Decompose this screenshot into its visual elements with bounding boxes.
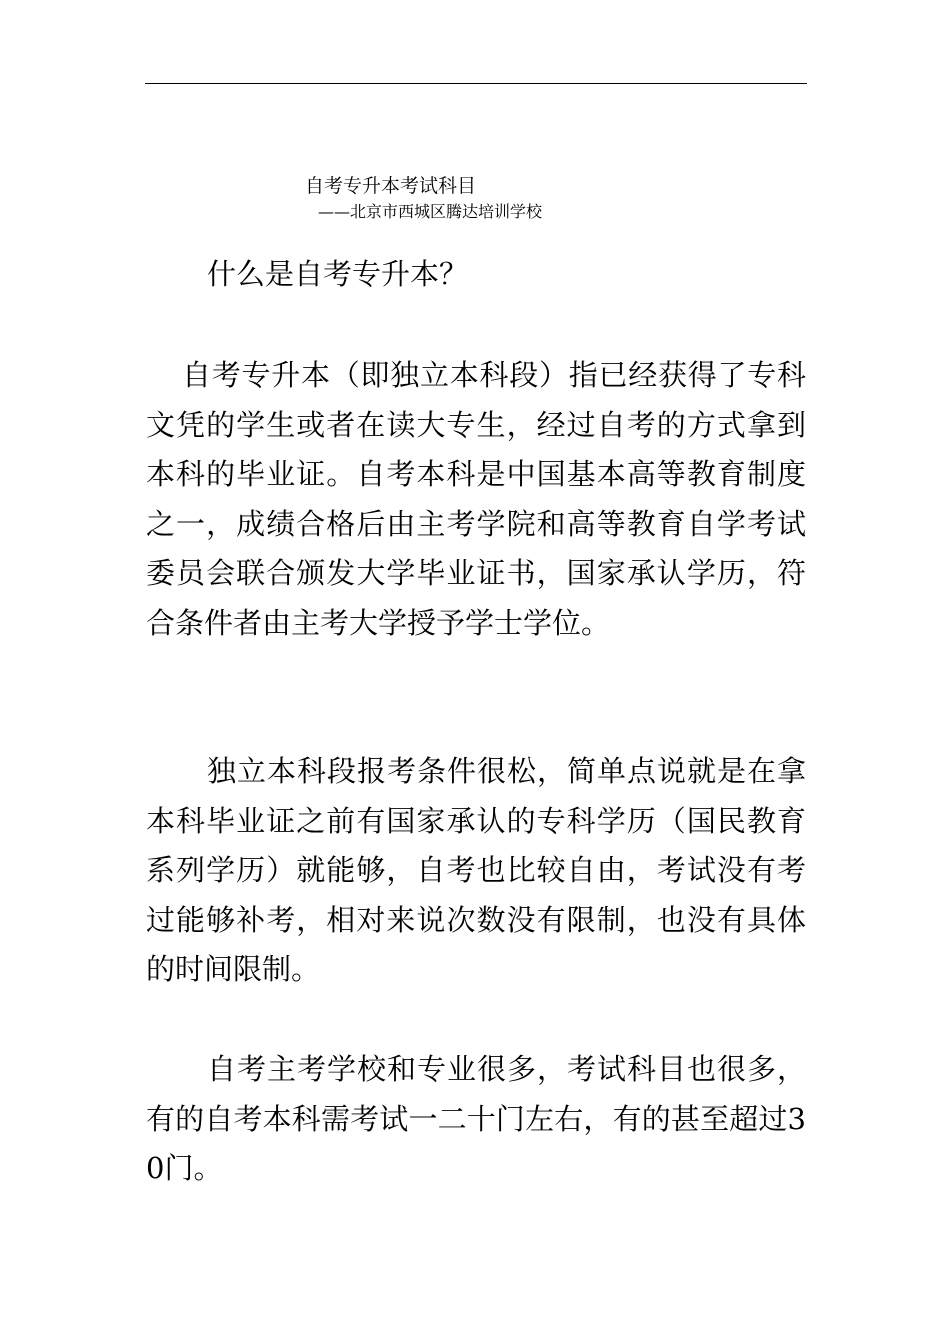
- section-question: 什么是自考专升本？: [207, 257, 469, 291]
- document-title: 自考专升本考试科目: [305, 175, 477, 197]
- header-rule: [145, 83, 807, 84]
- paragraph-subjects: 自考主考学校和专业很多，考试科目也很多，有的自考本科需考试一二十门左右，有的甚至超过30门。: [146, 1052, 806, 1185]
- paragraph-requirements: 独立本科段报考条件很松，简单点说就是在拿本科毕业证之前有国家承认的专科学历（国民教育系列学历）就能够，自考也比较自由，考试没有考过能够补考，相对来说次数没有限制，也没有具体的时间限制。: [146, 754, 806, 986]
- paragraph-definition: 自考专升本（即独立本科段）指已经获得了专科文凭的学生或者在读大专生，经过自考的方式拿到本科的毕业证。自考本科是中国基本高等教育制度之一，成绩合格后由主考学院和高等教育自学考试委员会联合颁发大学毕业证书，国家承认学历，符合条件者由主考大学授予学士学位。: [146, 358, 806, 640]
- document-subtitle: ——北京市西城区腾达培训学校: [318, 202, 543, 221]
